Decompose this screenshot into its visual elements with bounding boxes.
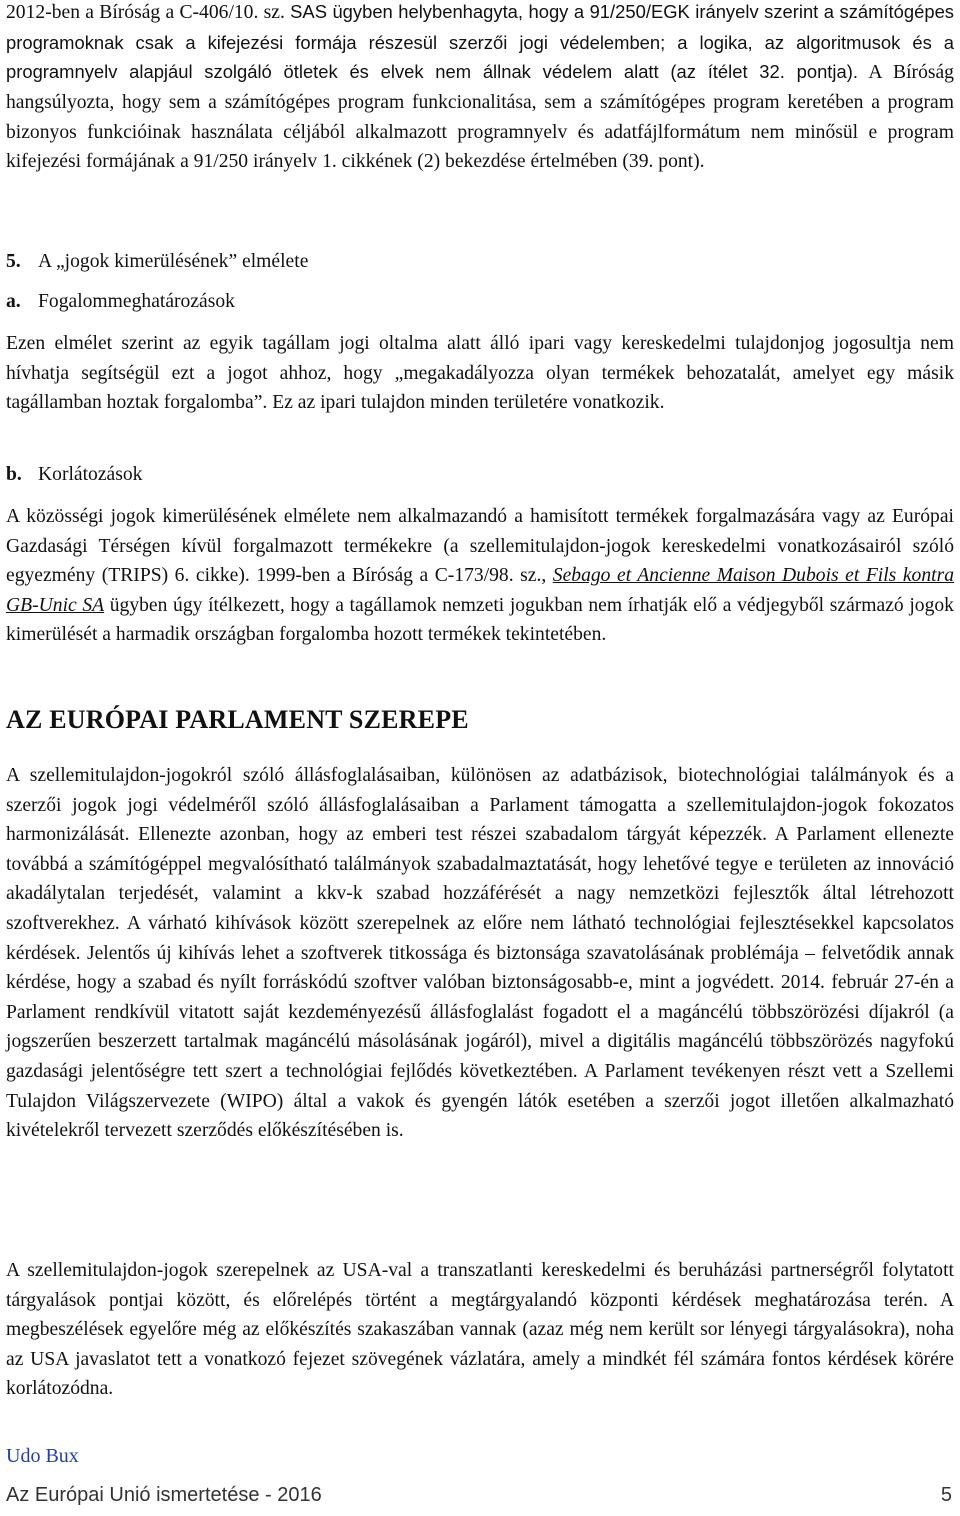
section-b-heading <box>6 460 142 490</box>
section-5-number: 5. <box>6 251 21 272</box>
intro-fragment-serif-end: A Bíróság hangsúlyozta, hogy sem a számítógépes program funkcionalitása, sem a számítógépes program keretében a program bizonyos funkcióinak használata céljából alkalmazott programnyelv és adatfájlformátum nem minősül e program kifejezési formájának a 91/250 irányelv 1. cikkének (2) bekezdése értelmében (39. pont). <box>6 62 954 173</box>
section-a-title: Fogalommeghatározások <box>38 291 235 312</box>
author-link[interactable]: Udo Bux <box>6 1445 79 1467</box>
case-name-link[interactable]: Sebago et Ancienne Maison Dubois et Fils kontra GB-Unic SA <box>6 565 954 616</box>
intro-fragment-serif: 2012-ben a Bíróság a C-406/10. sz. <box>6 2 291 23</box>
section-5-title: A „jogok kimerülésének” elmélete <box>38 251 309 272</box>
section-5-heading <box>6 247 308 277</box>
section-b-text-start: A közösségi jogok kimerülésének elmélete nem alkalmazandó a hamisított termékek forgalmazására vagy az Európai Gazdasági Térségen kívül forgalmazott termékekre (a szellemitulajdon-jogok kereskedelmi vonatkozásairól szóló egyezmény (TRIPS) 6. cikke). 1999-ben a Bíróság a C-173/98. sz., <box>6 506 954 587</box>
section-b-title: Korlátozások <box>38 464 143 485</box>
parliament-paragraph-2: A szellemitulajdon-jogok szerepelnek az USA-val a transzatlanti kereskedelmi és beruházási partnerségről folytatott tárgyalások pontjai között, és előrelépés történt a megtárgyalandó központi kérdések meghatározása terén. A megbeszélések egyelőre még az előkészítés szakaszában vannak (azaz még nem került sor lényegi tárgyalásokra), noha az USA javaslatot tett a vonatkozó fejezet szövegének vázlatára, amely a mindkét fél számára fontos kérdések körére korlátozódna. <box>6 1260 954 1400</box>
section-a-heading <box>6 287 235 317</box>
intro-paragraph <box>6 0 954 177</box>
section-b-paragraph <box>6 502 954 650</box>
section-a-number: a. <box>6 291 21 312</box>
section-b-text-end: ügyben úgy ítélkezett, hogy a tagállamok nemzeti jogukban nem írhatják elő a védjegyből származó jogok kimerülését a harmadik országban forgalomba hozott termékek tekintetében. <box>6 594 954 646</box>
footer-title: Az Európai Unió ismertetése - 2016 <box>6 1484 322 1506</box>
section-a-paragraph: Ezen elmélet szerint az egyik tagállam jogi oltalma alatt álló ipari vagy kereskedelmi tulajdonjog jogosultja nem hívhatja segítségül ezt a jogot ahhoz, hogy „megakadályozza olyan termékek behozatalát, amelyet egy másik tagállamban hoztak forgalomba”. Ez az ipari tulajdon minden területére vonatkozik. <box>6 333 954 414</box>
page-number: 5 <box>940 1484 952 1506</box>
intro-fragment-sans: SAS ügyben helybenhagyta, hogy a 91/250/EGK irányelv szerint a számítógépes programoknak csak a kifejezési formája részesül szerzői jogi védelemben; a logika, az algoritmusok és a programnyelv alapjául szolgáló ötletek és elvek nem állnak védelem alatt (az ítélet 32. pontja). <box>6 1 954 83</box>
page-footer <box>6 1484 952 1507</box>
parliament-heading: AZ EURÓPAI PARLAMENT SZEREPE <box>6 705 469 734</box>
parliament-paragraph-1: A szellemitulajdon-jogokról szóló állásfoglalásaiban, különösen az adatbázisok, biotechnológiai találmányok és a szerzői jogok jogi védelméről szóló állásfoglalásaiban a Parlament támogatta a szellemitulajdon-jogok fokozatos harmonizálását. Ellenezte azonban, hogy az emberi test részei szabadalom tárgyát képezzék. A Parlament ellenezte továbbá a számítógéppel megvalósítható találmányok szabadalmaztatását, hogy lehetővé tegye e területen az innováció akadálytalan terjedését, valamint a kkv-k szabad hozzáférését a nagy nemzetközi fejlesztők által létrehozott szoftverekhez. A várható kihívások között szerepelnek az előre nem látható technológiai fejlesztésekkel kapcsolatos kérdések. Jelentős új kihívás lehet a szoftverek titkossága és biztonsága szavatolásának problémája – felvetődik annak kérdése, hogy a szabad és nyílt forráskódú szoftver valóban biztonságosabb-e, mint a jogvédett. 2014. február 27-én a Parlament rendkívül vitatott saját kezdeményezésű állásfoglalást fogadott el a magáncélú többszörözési díjakról (a jogszerűen beszerzett tartalmak magáncélú másolásának jogáról), mivel a digitális magáncélú többszörözés nagyfokú gazdasági jelentőségre tett szert a technológiai fejlődés következtében. A Parlament tevékenyen részt vett a Szellemi Tulajdon Világszervezete (WIPO) által a vakok és gyengén látók esetében a szerzői jogot illetően alkalmazható kivételekről tervezett szerződés előkészítésében is. <box>6 765 954 1142</box>
section-b-number: b. <box>6 464 22 485</box>
